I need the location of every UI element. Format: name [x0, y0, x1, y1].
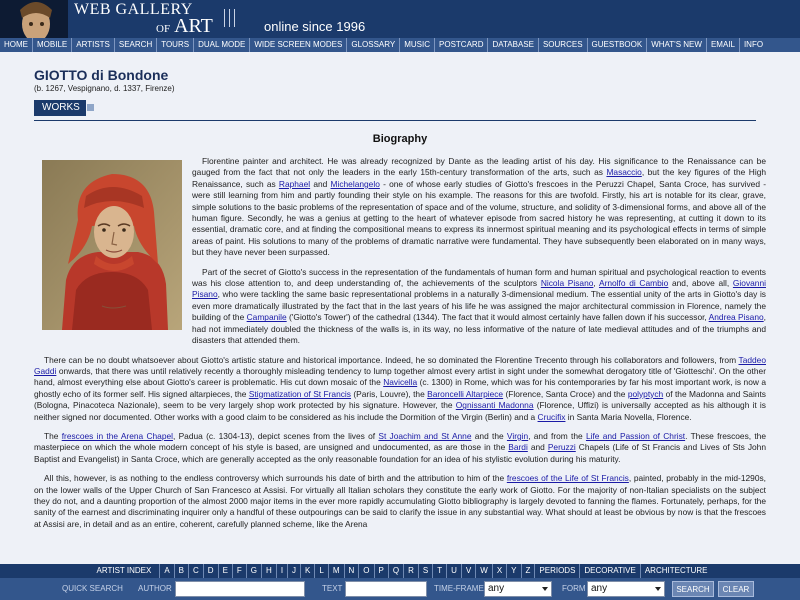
letter-m[interactable]: M — [328, 564, 344, 578]
link-michelangelo[interactable]: Michelangelo — [330, 178, 380, 189]
bio-paragraph-3: There can be no doubt whatsoever about Giotto's artistic stature and historical importance. Indeed, he so dominated the Florentine Trecento through his collaborators and followers, from Taddeo Gaddi onwards, that there was until relatively recently a thoroughly misleading tendency to lump together almost every artist in sight under the somewhat derogatory title of 'Giotteschi'. On the other hand, almost everything else about Giotto's career is problematic. His cut down mosaic of the Navicella (c. 1300) in Rome, which was for his contemporaries by far his most important work, is now a ghostly echo of its former self. His signed altarpieces, the Stigmatization of St Francis (Paris, Louvre), the Baroncelli Altarpiece (Florence, Santa Croce) and the polyptych of the Madonna and Saints (Bologna, Pinacoteca Nazionale), seem to be very largely shop work protected by his signature. However, the Ognissanti Madonna (Florence, Uffizi) is universally accepted as his although it is neither signed nor documented. Other works with a good claim to be considered as his include the Dormition of the Virgin (Berlin) and a Crucifix in Santa Maria Novella, Florence. — [34, 354, 766, 422]
periods-link[interactable]: PERIODS — [534, 564, 579, 578]
bio-paragraph-5: All this, however, is as nothing to the endless controversy which surrounds his date of birth and the attribution to him of the frescoes of the Life of St Francis, painted, probably in the mid-1290s, on the lower walls of the Upper Church of San Francesco at Assisi. For virtually all Italian scholars they constitute the early work of Giotto. For the majority of non-Italian specialists on the subject they do not, and a daunting proportion of the almost 2000 major items in the ever more rapidly accumulating Giotto bibliography is largely devoted to fanning the flames. Fortunately, perhaps, for the sanity of the earnest and discriminating inquirer only a handful of these outpourings can be said to clarify the issue in any substantial way. What should at least be obvious by now is that the frescoes at Assisi are, in detail and as an entire, coherent, carefully planned scheme, like the Arena — [34, 473, 766, 529]
nav-email[interactable]: EMAIL — [707, 38, 740, 52]
architecture-link[interactable]: ARCHITECTURE — [640, 564, 712, 578]
letter-s[interactable]: S — [418, 564, 432, 578]
logo-divider-bars — [224, 9, 238, 27]
header-divider — [34, 120, 756, 121]
letter-e[interactable]: E — [218, 564, 232, 578]
nav-home[interactable]: HOME — [0, 38, 33, 52]
nav-dual-mode[interactable]: DUAL MODE — [194, 38, 250, 52]
nav-music[interactable]: MUSIC — [400, 38, 435, 52]
link-stigmatization[interactable]: Stigmatization of St Francis — [248, 388, 351, 399]
timeframe-value: any — [488, 583, 505, 594]
nav-sources[interactable]: SOURCES — [539, 38, 588, 52]
artist-index-bar — [0, 564, 800, 578]
form-dropdown-arrow-icon — [655, 587, 661, 591]
link-bardi[interactable]: Bardi — [508, 442, 528, 453]
link-nicola-pisano[interactable]: Nicola Pisano — [540, 278, 594, 289]
letter-l[interactable]: L — [314, 564, 327, 578]
text-input[interactable] — [345, 581, 427, 597]
letter-z[interactable]: Z — [521, 564, 535, 578]
letter-v[interactable]: V — [461, 564, 475, 578]
timeframe-select[interactable] — [484, 581, 552, 597]
nav-guestbook[interactable]: GUESTBOOK — [588, 38, 648, 52]
link-baroncelli-altarpiece[interactable]: Baroncelli Altarpiece — [427, 388, 504, 399]
letter-u[interactable]: U — [446, 564, 461, 578]
nav-whats-new[interactable]: WHAT'S NEW — [647, 38, 707, 52]
main-content — [0, 52, 800, 564]
bio-paragraph-1: Florentine painter and architect. He was already recognized by Dante as the leading artist of his day. His significance to the Renaissance can be gauged from the fact that not only the leaders in the early 15th-century transformation of the arts, such as Masaccio, but the key figures of the High Renaissance, such as Raphael and Michelangelo - one of whose early studies of Giotto's frescoes in the Peruzzi Chapel, Santa Croce, has survived - were still learning from him and partly founding their style on his example. The reasons for this are twofold. Firstly, his art is notable for its clear, grave, simple solutions to the basic problems of the representation of space and of the volume, structure, and solidity of 3-dimensional forms, and above all of the human figure. Secondly, he was a genius at getting to the heart of whatever episode from sacred history he was representing, at cutting it down to its essential, dramatic core, and at finding the compositional means to express its innermost spiritual meaning and its psychological effects in terms of simple areas of paint. His solutions to many of the problems of dramatic narrative were fundamental. They have subsequently been elaborated on in many ways, but they have never been surpassed. — [192, 156, 767, 258]
link-taddeo-gaddi[interactable]: Taddeo Gaddi — [34, 354, 766, 376]
letter-n[interactable]: N — [344, 564, 359, 578]
letter-t[interactable]: T — [432, 564, 446, 578]
letter-y[interactable]: Y — [506, 564, 520, 578]
timeframe-dropdown-arrow-icon — [542, 587, 548, 591]
link-giovanni-pisano[interactable]: Giovanni Pisano — [192, 278, 766, 300]
link-life-st-francis[interactable]: frescoes of the Life of St Francis — [506, 473, 629, 484]
form-value: any — [591, 583, 608, 594]
link-peruzzi[interactable]: Peruzzi — [547, 442, 576, 453]
nav-wide-screen-modes[interactable]: WIDE SCREEN MODES — [250, 38, 347, 52]
timeframe-label: TIME-FRAME — [434, 584, 484, 593]
letter-o[interactable]: O — [358, 564, 373, 578]
logo-of: OF — [156, 23, 171, 35]
link-andrea-pisano[interactable]: Andrea Pisano — [708, 312, 764, 323]
nav-mobile[interactable]: MOBILE — [33, 38, 72, 52]
letter-j[interactable]: J — [287, 564, 300, 578]
site-logo[interactable] — [74, 1, 213, 38]
search-button[interactable]: SEARCH — [672, 581, 714, 597]
nav-glossary[interactable]: GLOSSARY — [347, 38, 400, 52]
logo-line1: WEB GALLERY — [74, 1, 193, 18]
nav-artists[interactable]: ARTISTS — [72, 38, 115, 52]
works-button[interactable]: WORKS — [34, 100, 86, 116]
link-polyptych[interactable]: polyptych — [627, 388, 664, 399]
text-label: TEXT — [322, 584, 343, 593]
bio-paragraph-4: The frescoes in the Arena Chapel, Padua (c. 1304-13), depict scenes from the lives of St Joachim and St Anne and the Virgin, and from the Life and Passion of Christ. These frescoes, the masterpiece on which the whole modern concept of his style is based, are unsigned and undocumented, as are those in the Bardi and Peruzzi Chapels (Life of St Francis and Lives of Sts John Baptist and Evangelist) in Santa Croce, which are generally accepted as the only reasonable foundation for an idea of his stylistic evolution during his maturity. — [34, 430, 766, 464]
biography-heading: Biography — [372, 133, 428, 145]
logo-art: ART — [174, 15, 213, 37]
letter-q[interactable]: Q — [388, 564, 403, 578]
artist-dates: (b. 1267, Vespignano, d. 1337, Firenze) — [34, 84, 175, 93]
letter-a[interactable]: A — [159, 564, 173, 578]
nav-search[interactable]: SEARCH — [115, 38, 157, 52]
link-life-passion-christ[interactable]: Life and Passion of Christ — [585, 430, 686, 441]
letter-p[interactable]: P — [374, 564, 388, 578]
decorative-link[interactable]: DECORATIVE — [579, 564, 639, 578]
main-nav — [0, 38, 800, 52]
letter-k[interactable]: K — [300, 564, 314, 578]
link-raphael[interactable]: Raphael — [278, 178, 311, 189]
nav-info[interactable]: INFO — [743, 40, 764, 49]
bio-paragraph-2: Part of the secret of Giotto's success in the representation of the fundamentals of human form and human spiritual and psychological reaction to events was his close attention to, and deep understanding of, the achievements of the sculptors Nicola Pisano, Arnolfo di Cambio and, above all, Giovanni Pisano, who were tackling the same basic representational problems in a naturally 3-dimensional medium. The essential unity of the arts in Giotto's day is even more dramatically illustrated by the fact that in the last years of his life he was assigned the major architectural commission in Florence, namely the building of the Campanile ('Giotto's Tower') of the cathedral (1344). The fact that it would almost certainly have fallen down if his successor, Andrea Pisano, had not immediately doubled the thickness of the walls is, in its way, no less informative of the nature of late medieval attitudes and of the triumphs and disasters that attended them. — [192, 266, 766, 346]
letter-f[interactable]: F — [232, 564, 246, 578]
author-input[interactable] — [175, 581, 305, 597]
letter-w[interactable]: W — [475, 564, 492, 578]
letter-c[interactable]: C — [188, 564, 203, 578]
link-ognissanti-madonna[interactable]: Ognissanti Madonna — [455, 400, 534, 411]
letter-h[interactable]: H — [261, 564, 276, 578]
nav-tours[interactable]: TOURS — [157, 38, 194, 52]
letter-b[interactable]: B — [174, 564, 188, 578]
header-portrait-thumbnail[interactable] — [0, 0, 68, 38]
link-masaccio[interactable]: Masaccio — [606, 167, 642, 178]
author-label: AUTHOR — [138, 584, 172, 593]
link-st-joachim-st-anne[interactable]: St Joachim and St Anne — [378, 430, 472, 441]
link-navicella[interactable]: Navicella — [383, 377, 418, 388]
form-label: FORM — [562, 584, 586, 593]
artist-index-link[interactable]: ARTIST INDEX — [96, 566, 152, 575]
nav-database[interactable]: DATABASE — [488, 38, 539, 52]
artist-name: GIOTTO di Bondone — [34, 67, 169, 83]
letter-x[interactable]: X — [492, 564, 506, 578]
works-tab-marker — [87, 104, 94, 111]
link-campanile[interactable]: Campanile — [246, 312, 287, 323]
link-arnolfo-di-cambio[interactable]: Arnolfo di Cambio — [598, 278, 669, 289]
quick-search-label: QUICK SEARCH — [62, 584, 123, 593]
link-crucifix[interactable]: Crucifix — [537, 411, 566, 422]
form-select[interactable] — [587, 581, 665, 597]
letter-i[interactable]: I — [276, 564, 287, 578]
letter-g[interactable]: G — [246, 564, 261, 578]
letter-d[interactable]: D — [203, 564, 218, 578]
nav-postcard[interactable]: POSTCARD — [435, 38, 488, 52]
biography-text — [34, 156, 766, 538]
link-arena-chapel-frescoes[interactable]: frescoes in the Arena Chapel — [61, 430, 173, 441]
site-header — [0, 0, 800, 38]
quick-search-bar — [0, 578, 800, 600]
tagline: online since 1996 — [264, 19, 366, 34]
clear-button[interactable]: CLEAR — [718, 581, 754, 597]
letter-r[interactable]: R — [403, 564, 418, 578]
link-virgin[interactable]: Virgin — [506, 430, 529, 441]
